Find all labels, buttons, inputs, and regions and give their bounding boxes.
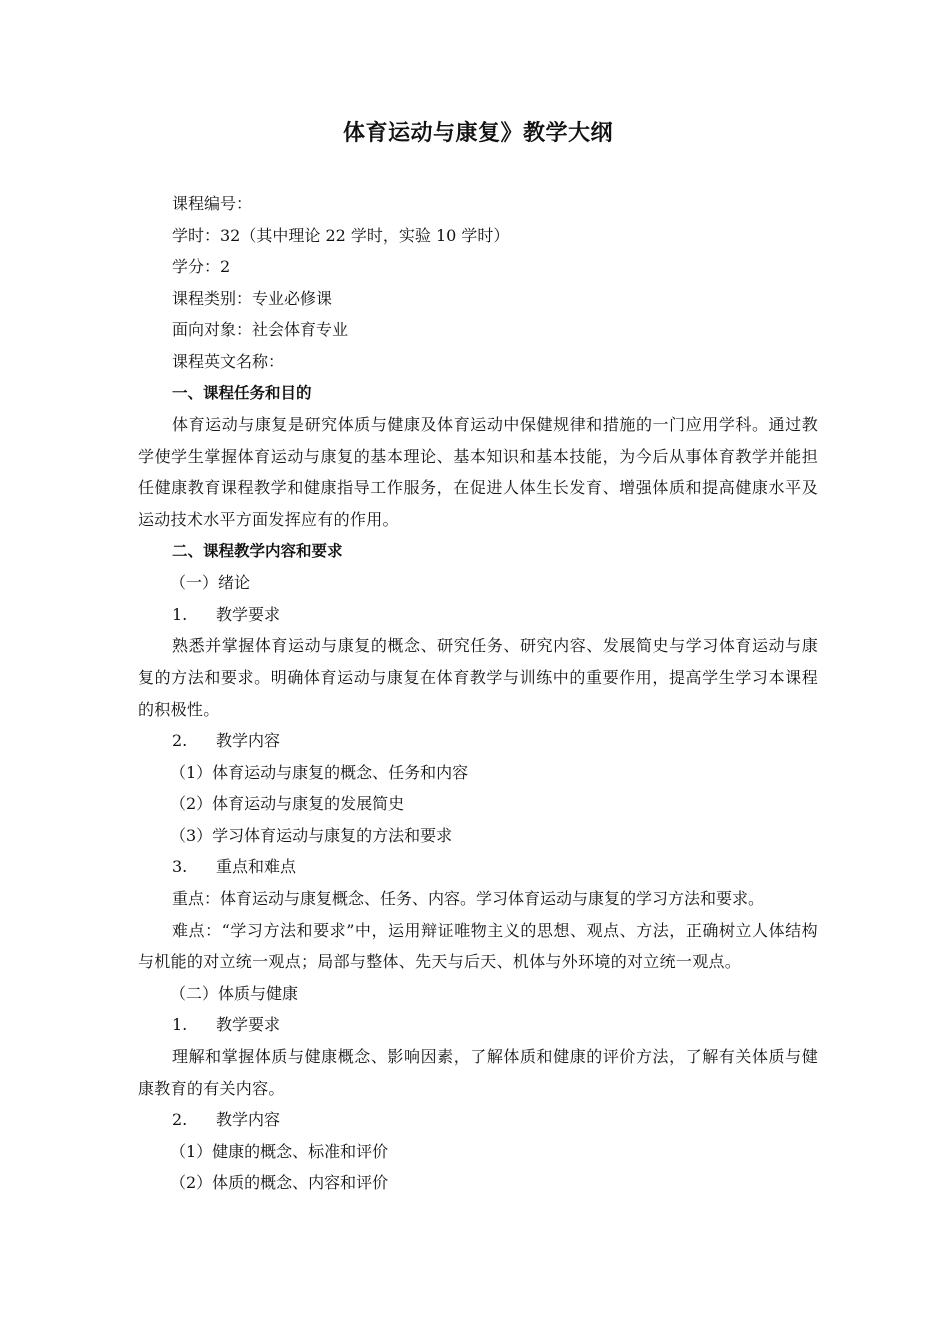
meta-audience: 面向对象：社会体育专业 [172,320,349,340]
part1-key-label: 重点和难点 [216,857,297,877]
section1-heading: 一、课程任务和目的 [172,383,312,402]
part1-req-heading [138,599,818,631]
part1-key-heading [138,851,818,883]
part1-item: （1）体育运动与康复的概念、任务和内容 [170,762,469,782]
part1-difficulty: 难点：“学习方法和要求”中，运用辩证唯物主义的思想、观点、方法，正确树立人体结构与机能的对立统一观点；局部与整体、先天与后天、机体与外环境的对立统一观点。 [138,920,818,972]
document-title: 体育运动与康复》教学大纲 [342,121,613,146]
meta-english-name: 课程英文名称： [172,351,285,371]
meta-category: 课程类别：专业必修课 [172,288,333,308]
part2-content-num: 2. [172,1110,188,1130]
part1-content-label: 教学内容 [216,731,281,751]
part2-item: （1）健康的概念、标准和评价 [170,1141,389,1161]
part1-item: （3）学习体育运动与康复的方法和要求 [170,825,453,845]
part2-req-heading [138,1009,818,1041]
part2-req-num: 1. [172,1015,188,1035]
part1-title: （一）绪论 [170,573,251,593]
section1-paragraph: 体育运动与康复是研究体质与健康及体育运动中保健规律和措施的一门应用学科。通过教学使学生掌握体育运动与康复的基本理论、基本知识和基本技能，为今后从事体育教学并能担任健康教育课程教学和健康指导工作服务，在促进人体生长发育、增强体质和提高健康水平及运动技术水平方面发挥应有的作用。 [138,415,818,529]
meta-credits: 学分：2 [172,257,231,277]
part1-req-num: 1. [172,604,188,624]
meta-course-code: 课程编号： [172,194,253,213]
part1-key-point: 重点：体育运动与康复概念、任务、内容。学习体育运动与康复的学习方法和要求。 [172,889,765,909]
part2-content-label: 教学内容 [216,1110,281,1130]
part1-req-label: 教学要求 [216,604,281,624]
part2-content-heading [138,1104,818,1136]
part2-req-text: 理解和掌握体质与健康概念、影响因素，了解体质和健康的评价方法，了解有关体质与健康教育的有关内容。 [138,1047,818,1098]
part2-title: （二）体质与健康 [170,983,299,1003]
part2-item: （2）体质的概念、内容和评价 [170,1173,389,1193]
part1-key-num: 3. [172,857,188,877]
part1-content-num: 2. [172,731,188,751]
section2-heading: 二、课程教学内容和要求 [172,541,343,560]
part2-req-label: 教学要求 [216,1015,281,1035]
part1-content-heading [138,725,818,757]
meta-hours: 学时：32（其中理论 22 学时，实验 10 学时） [172,225,510,245]
document-page [138,118,818,1199]
part1-item: （2）体育运动与康复的发展简史 [170,794,405,814]
part1-req-text: 熟悉并掌握体育运动与康复的概念、研究任务、研究内容、发展简史与学习体育运动与康复的方法和要求。明确体育运动与康复在体育教学与训练中的重要作用，提高学生学习本课程的积极性。 [138,636,818,719]
